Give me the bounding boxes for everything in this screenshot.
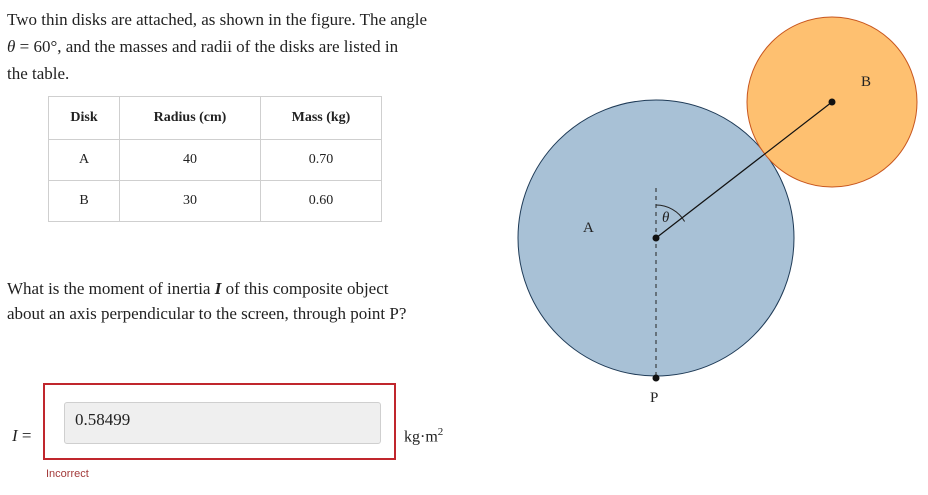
center-b-dot	[829, 99, 836, 106]
theta-symbol: θ	[7, 37, 16, 56]
cell-mass: 0.70	[261, 140, 382, 181]
cell-radius: 40	[120, 140, 261, 181]
header-radius: Radius (cm)	[120, 97, 261, 140]
header-disk: Disk	[49, 97, 120, 140]
cell-disk: A	[49, 140, 120, 181]
label-b: B	[861, 74, 872, 90]
status-incorrect: Incorrect	[46, 468, 89, 480]
inertia-symbol: I	[214, 279, 222, 298]
question-text: What is the moment of inertia I of this composite object about an axis perpendicular to the screen, through point P?	[7, 279, 407, 323]
point-p-dot	[653, 375, 660, 382]
center-a-dot	[653, 235, 660, 242]
label-a: A	[583, 220, 594, 236]
cell-mass: 0.60	[261, 181, 382, 222]
answer-units: $kg\cdot m^2$	[404, 426, 444, 446]
answer-variable: I =	[12, 426, 32, 445]
intro-line-2: = 60°, and the masses and radii of the disks are listed in	[15, 37, 399, 56]
header-mass: Mass (kg)	[261, 97, 382, 140]
cell-radius: 30	[120, 181, 261, 222]
intro-line-3: the table.	[7, 64, 70, 83]
label-theta: θ	[662, 210, 670, 226]
intro-line-1: Two thin disks are attached, as shown in the figure. The angle	[7, 10, 428, 29]
label-p: P	[650, 390, 659, 406]
cell-disk: B	[49, 181, 120, 222]
